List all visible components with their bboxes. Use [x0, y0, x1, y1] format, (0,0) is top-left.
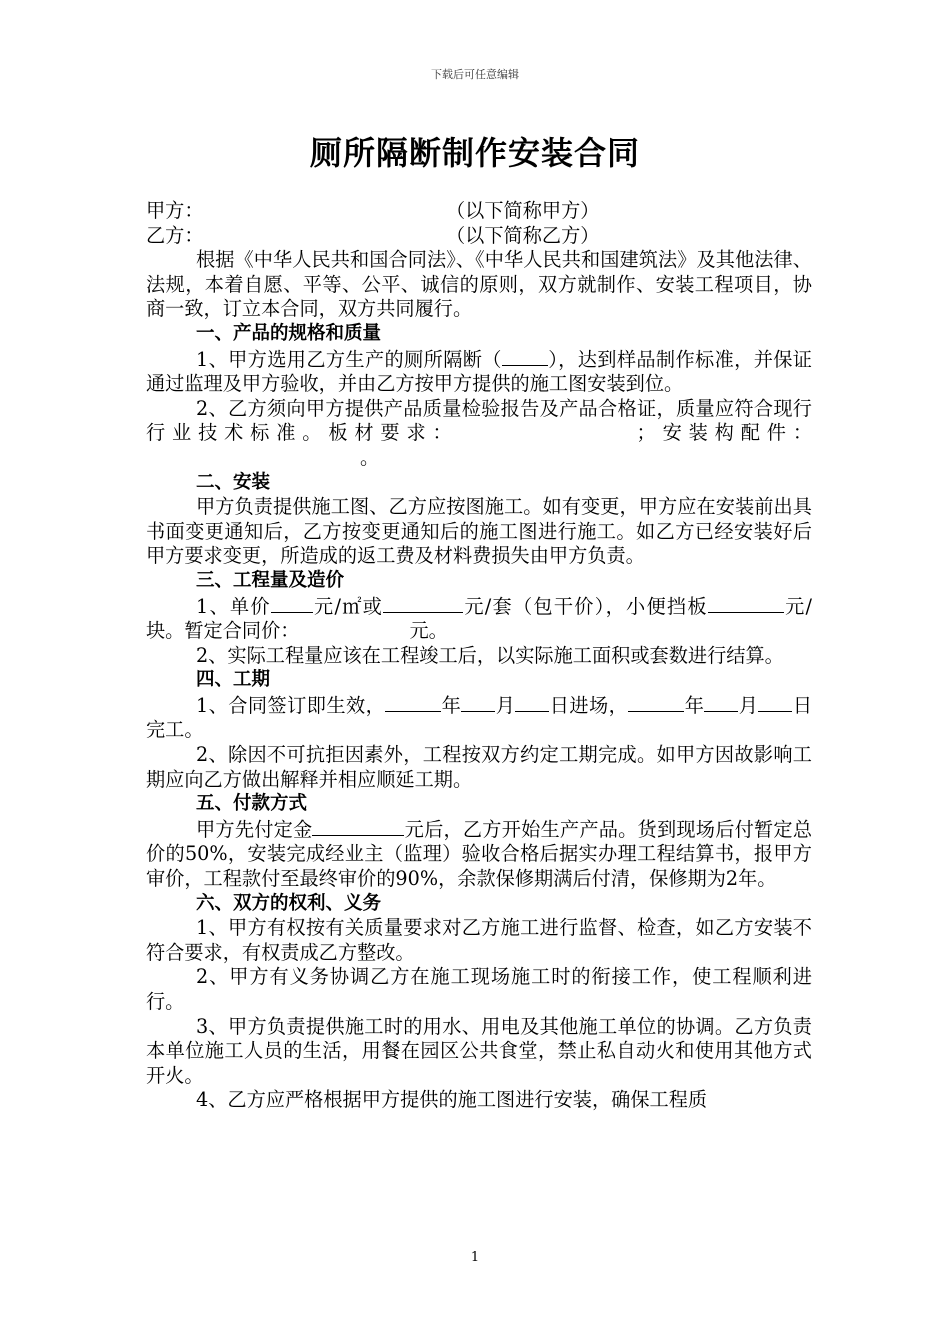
section-heading-3: 三、工程量及造价: [196, 569, 345, 591]
party-b-note: （以下简称乙方）: [446, 223, 600, 247]
section-heading-5: 五、付款方式: [196, 793, 308, 815]
section6-para1: 1、甲方有权按有关质量要求对乙方施工进行监督、检查，如乙方安装不符合要求，有权责成乙方整改。: [146, 916, 812, 964]
blank-field: [704, 693, 738, 712]
section6-para3: 3、甲方负责提供施工时的用水、用电及其他施工单位的协调。乙方负责本单位施工人员的生活，用餐在园区公共食堂，禁止私自动火和使用其他方式开火。: [146, 1014, 812, 1087]
page-number: 1: [470, 1250, 480, 1265]
section-heading-2: 二、安装: [196, 471, 271, 493]
party-b-line: [146, 224, 812, 249]
section-heading-6: 六、双方的权利、义务: [196, 892, 382, 914]
party-b-label: 乙方：: [146, 223, 204, 247]
contract-body: [146, 199, 812, 1113]
section1-para2: [146, 397, 812, 471]
text-run: 日完工。: [146, 693, 813, 742]
party-a-label: 甲方：: [146, 199, 204, 222]
blank-field: [312, 817, 404, 836]
section-heading-1: 一、产品的规格和质量: [196, 322, 382, 344]
text-run: 1、合同签订即生效，: [196, 693, 386, 717]
text-run: 元。: [409, 619, 448, 643]
section5-para1: [146, 817, 812, 892]
preamble: 根据《中华人民共和国合同法》、《中华人民共和国建筑法》及其他法律、法规，本着自愿、平等、公平、诚信的原则，双方就制作、安装工程项目，协商一致，订立本合同，双方共同履行。: [146, 248, 812, 321]
blank-field: [708, 594, 784, 613]
blank-field: [628, 693, 684, 712]
text-run: 1、甲方选用乙方生产的厕所隔断（: [196, 347, 502, 371]
text-run: 月: [495, 693, 516, 717]
text-run: 元/块。暂定合同价：: [146, 594, 812, 643]
blank-field: [383, 594, 463, 613]
text-run: 。: [360, 445, 380, 469]
blank-field: [502, 347, 548, 366]
section2-para1: 甲方负责提供施工图、乙方应按图施工。如有变更，甲方应在安装前出具书面变更通知后，乙方按变更通知后的施工图进行施工。如乙方已经安装好后甲方要求变更，所造成的返工费及材料费损失由甲方负责。: [146, 495, 812, 568]
party-a-note: （以下简称甲方）: [446, 199, 600, 222]
blank-field: [385, 693, 441, 712]
section-heading-4: 四、工期: [196, 669, 271, 691]
text-run: 日进场，: [549, 693, 629, 717]
blank-field: [758, 693, 792, 712]
document-title: 厕所隔断制作安装合同: [309, 134, 640, 172]
section3-para1: [146, 594, 812, 644]
section6-para2: 2、甲方有义务协调乙方在施工现场施工时的衔接工作，使工程顺利进行。: [146, 965, 812, 1013]
blank-field: [271, 594, 313, 613]
blank-field: [515, 693, 549, 712]
section3-para2: 2、实际工程量应该在工程竣工后，以实际施工面积或套数进行结算。: [196, 643, 784, 667]
text-run: 月: [738, 693, 759, 717]
text-run: 1、单价: [196, 594, 271, 618]
section6-para4: 4、乙方应严格根据甲方提供的施工图进行安装，确保工程质: [196, 1088, 708, 1112]
text-run: 年: [684, 693, 705, 717]
section1-para1: [146, 347, 812, 397]
section4-para1: [146, 693, 812, 743]
text-run: 年: [441, 693, 462, 717]
blank-field: [461, 693, 495, 712]
text-run: ），达到样品制作标准，并保证通过监理及甲方验收，并由乙方按甲方提供的施工图安装到位。: [146, 347, 812, 396]
party-a-line: [146, 199, 812, 224]
header-note: 下载后可任意编辑: [431, 68, 519, 81]
text-run: 甲方先付定金: [196, 817, 313, 841]
text-run: ；安装构配件：: [636, 421, 813, 445]
text-run: 元/㎡或: [312, 594, 384, 618]
text-run: 2、乙方须向甲方提供产品质量检验报告及产品合格证，质量应符合现行行业技术标准。板材要求：: [146, 396, 812, 445]
section4-para2: 2、除因不可抗拒因素外，工程按双方约定工期完成。如甲方因故影响工期应向乙方做出解释并相应顺延工期。: [146, 743, 812, 791]
text-run: 元后，乙方开始生产产品。货到现场后付暂定总价的50%，安装完成经业主（监理）验收合格后据实办理工程结算书，报甲方审价，工程款付至最终审价的90%，余款保修期满后付清，保修期为2年。: [146, 817, 813, 891]
text-run: 元/套（包干价），小便挡板: [463, 594, 708, 618]
